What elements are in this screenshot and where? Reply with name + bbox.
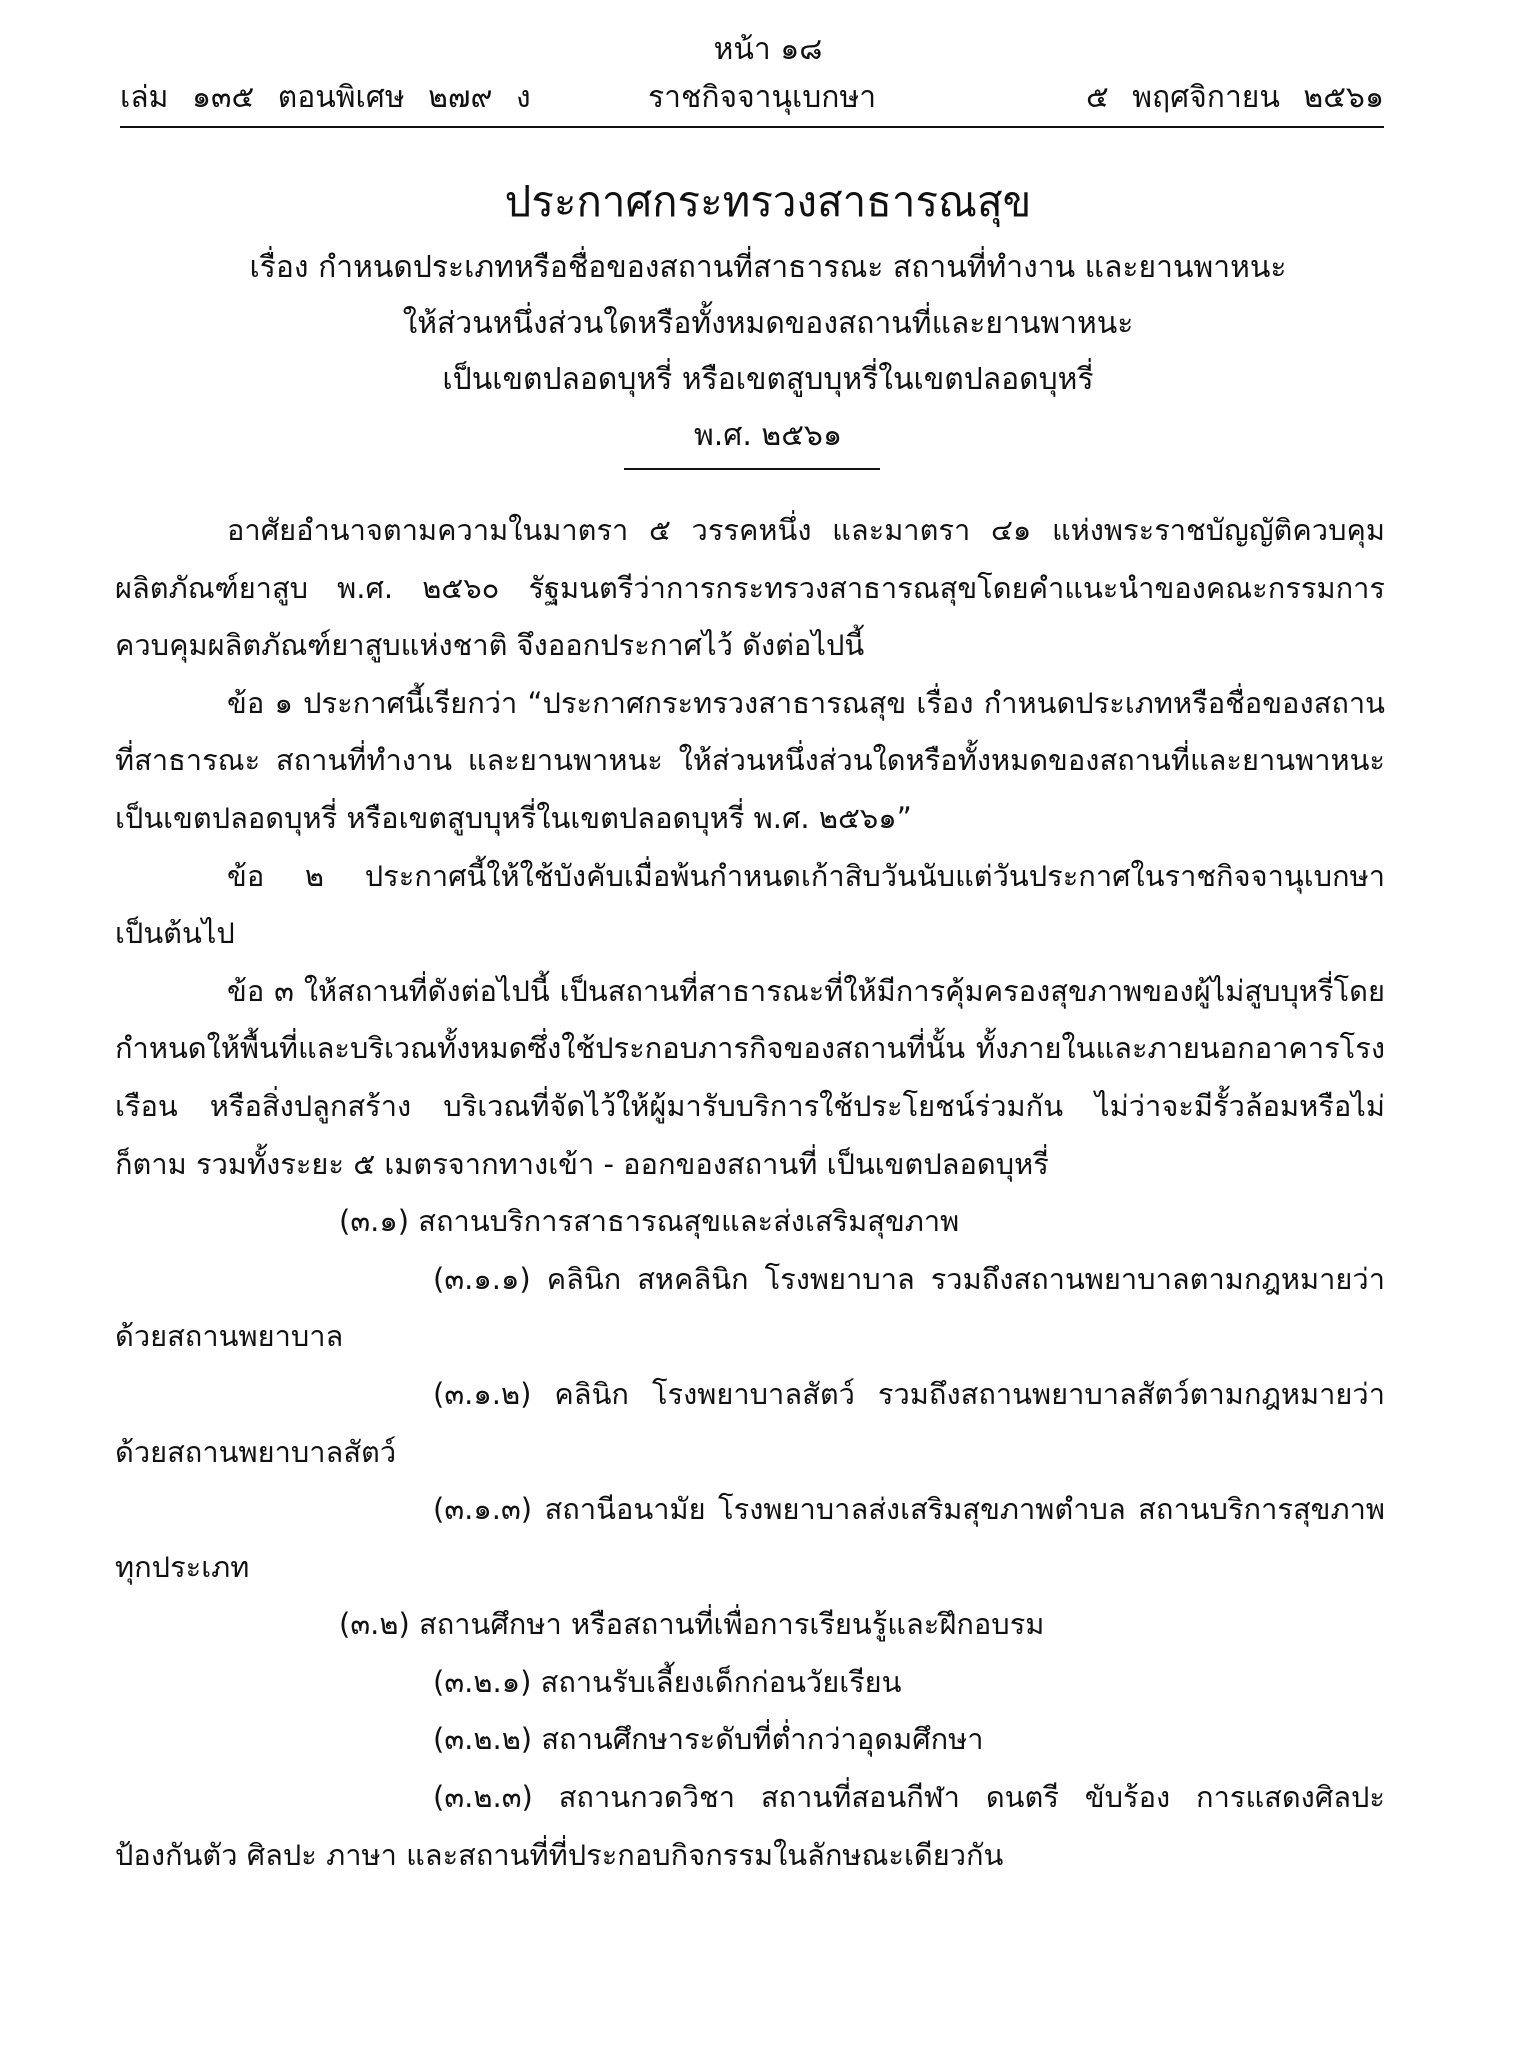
header-divider (120, 126, 1384, 128)
publication-date: ๕ พฤศจิกายน ๒๕๖๑ (1086, 80, 1384, 115)
item-3-2: (๓.๒) สถานศึกษา หรือสถานที่เพื่อการเรียนรู้และฝึกอบรม (339, 1607, 1045, 1642)
item-3-1-2: (๓.๑.๒) คลินิก โรงพยาบาลสัตว์ รวมถึงสถานพยาบาลสัตว์ตามกฎหมายว่าด้วยสถานพยาบาลสัตว์ (115, 1376, 1385, 1469)
subject-line: ให้ส่วนหนึ่งส่วนใดหรือทั้งหมดของสถานที่และยานพาหนะ (402, 306, 1134, 341)
document-subject (0, 240, 1536, 464)
item-3-2-1: (๓.๒.๑) สถานรับเลี้ยงเด็กก่อนวัยเรียน (433, 1664, 902, 1699)
item-3-1-3: (๓.๑.๓) สถานีอนามัย โรงพยาบาลส่งเสริมสุขภาพตำบล สถานบริการสุขภาพทุกประเภท (115, 1492, 1385, 1584)
item-3-1-1: (๓.๑.๑) คลินิก สหคลินิก โรงพยาบาล รวมถึงสถานพยาบาลตามกฎหมายว่าด้วยสถานพยาบาล (115, 1261, 1385, 1354)
gazette-header (120, 76, 1384, 120)
page-number: หน้า ๑๘ (713, 32, 823, 67)
subject-year: พ.ศ. ๒๕๖๑ (694, 418, 842, 453)
volume-info: เล่ม ๑๓๕ ตอนพิเศษ ๒๗๙ ง (120, 80, 531, 115)
clause-2-paragraph: ข้อ ๒ ประกาศนี้ให้ใช้บังคับเมื่อพ้นกำหนดเก้าสิบวันนับแต่วันประกาศในราชกิจจานุเบกษาเป็นต้นไป (115, 858, 1385, 951)
preamble-paragraph: อาศัยอำนาจตามความในมาตรา ๕ วรรคหนึ่ง และมาตรา ๔๑ แห่งพระราชบัญญัติควบคุมผลิตภัณฑ์ยาสูบ พ.ศ. ๒๕๖๐ รัฐมนตรีว่าการกระทรวงสาธารณสุขโดยคำแนะนำของคณะกรรมการควบคุมผลิตภัณฑ์ยาสูบแห่งชาติ จึงออกประกาศไว้ ดังต่อไปนี้ (115, 513, 1385, 663)
item-3-1: (๓.๑) สถานบริการสาธารณสุขและส่งเสริมสุขภาพ (339, 1204, 960, 1239)
subject-line: เรื่อง กำหนดประเภทหรือชื่อของสถานที่สาธารณะ สถานที่ทำงาน และยานพาหนะ (249, 250, 1287, 285)
document-title: ประกาศกระทรวงสาธารณสุข (504, 177, 1032, 226)
item-3-2-2: (๓.๒.๒) สถานศึกษาระดับที่ต่ำกว่าอุดมศึกษา (433, 1722, 984, 1757)
publication-name: ราชกิจจานุเบกษา (648, 80, 877, 115)
clause-3-paragraph: ข้อ ๓ ให้สถานที่ดังต่อไปนี้ เป็นสถานที่สาธารณะที่ให้มีการคุ้มครองสุขภาพของผู้ไม่สูบบุหรี่โดยกำหนดให้พื้นที่และบริเวณทั้งหมดซึ่งใช้ประกอบภารกิจของสถานที่นั้น ทั้งภายในและภายนอกอาคารโรงเรือน หรือสิ่งปลูกสร้าง บริเวณที่จัดไว้ให้ผู้มารับบริการใช้ประโยชน์ร่วมกัน ไม่ว่าจะมีรั้วล้อมหรือไม่ก็ตาม รวมทั้งระยะ ๕ เมตรจากทางเข้า - ออกของสถานที่ เป็นเขตปลอดบุหรี่ (115, 973, 1385, 1181)
document-body (115, 502, 1385, 1884)
title-divider (624, 468, 880, 470)
subject-line: เป็นเขตปลอดบุหรี่ หรือเขตสูบบุหรี่ในเขตปลอดบุหรี่ (442, 362, 1094, 397)
item-3-2-3: (๓.๒.๓) สถานกวดวิชา สถานที่สอนกีฬา ดนตรี ขับร้อง การแสดงศิลปะป้องกันตัว ศิลปะ ภาษา และสถานที่ที่ประกอบกิจกรรมในลักษณะเดียวกัน (115, 1780, 1385, 1872)
clause-1-paragraph: ข้อ ๑ ประกาศนี้เรียกว่า “ประกาศกระทรวงสาธารณสุข เรื่อง กำหนดประเภทหรือชื่อของสถานที่สาธารณะ สถานที่ทำงาน และยานพาหนะ ให้ส่วนหนึ่งส่วนใดหรือทั้งหมดของสถานที่และยานพาหนะเป็นเขตปลอดบุหรี่ หรือเขตสูบบุหรี่ในเขตปลอดบุหรี่ พ.ศ. ๒๕๖๑” (115, 685, 1385, 835)
